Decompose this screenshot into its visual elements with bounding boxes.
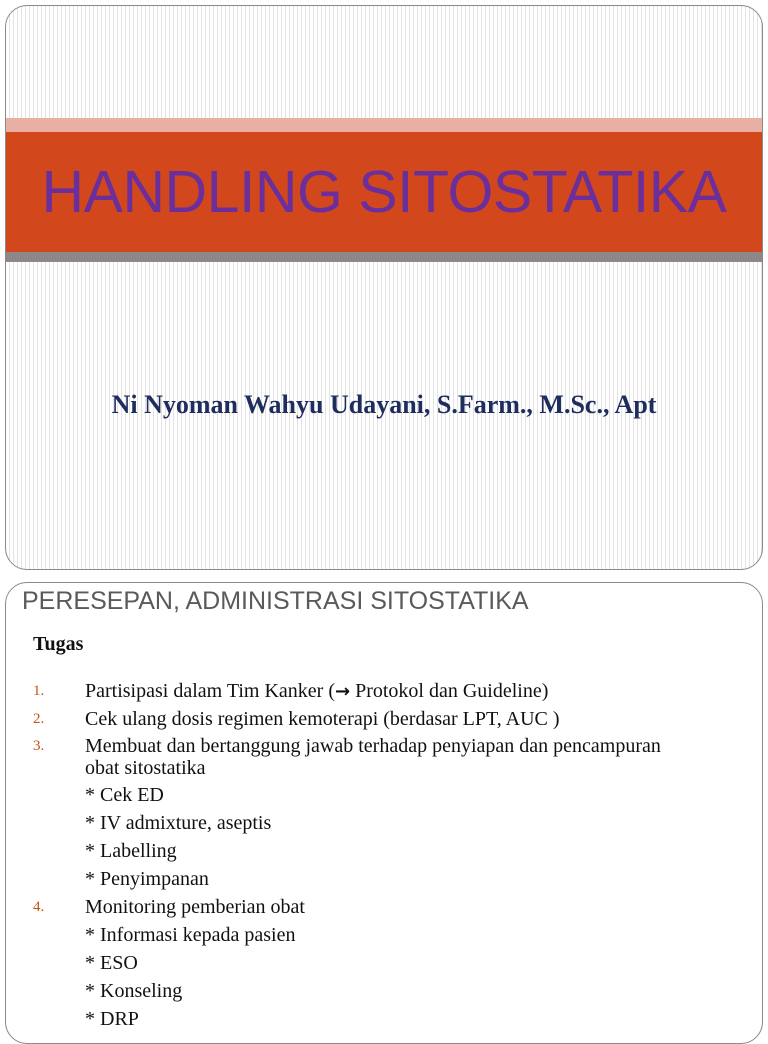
list-number: 1. — [33, 683, 45, 699]
author-name: Ni Nyoman Wahyu Udayani, S.Farm., M.Sc., Apt — [111, 390, 657, 419]
list-number: 2. — [33, 711, 45, 727]
sub-item: * Labelling — [85, 840, 177, 862]
list-item-text: Monitoring pemberian obat — [85, 896, 305, 918]
section-subheading: Tugas — [33, 633, 84, 655]
sub-item: * Penyimpanan — [85, 868, 209, 890]
list-item-text-before: Partisipasi dalam Tim Kanker ( — [85, 680, 335, 702]
list-item-text — [85, 680, 685, 703]
list-number: 4. — [33, 899, 45, 915]
sub-item: * IV admixture, aseptis — [85, 812, 272, 834]
slide-heading: PERESEPAN, ADMINISTRASI SITOSTATIKA — [22, 587, 529, 615]
accent-stripe-top — [6, 118, 762, 132]
list-number: 3. — [33, 738, 45, 754]
list-item-text-after: Protokol dan Guideline) — [350, 680, 549, 702]
slide-title: HANDLING SITOSTATIKA — [41, 159, 727, 225]
sub-item: * DRP — [85, 1008, 139, 1030]
sub-item: * Cek ED — [85, 784, 164, 806]
right-arrow-icon: → — [334, 681, 351, 702]
accent-stripe-bottom — [6, 252, 762, 262]
sub-item: * Informasi kepada pasien — [85, 924, 296, 946]
sub-item: * Konseling — [85, 980, 183, 1002]
list-item-text: Membuat dan bertanggung jawab terhadap penyiapan dan pencampuran obat sitostatika — [85, 735, 661, 779]
list-item-text: Cek ulang dosis regimen kemoterapi (berdasar LPT, AUC ) — [85, 708, 560, 730]
sub-item: * ESO — [85, 952, 138, 974]
content-slide — [5, 582, 763, 1044]
title-slide — [5, 5, 763, 570]
